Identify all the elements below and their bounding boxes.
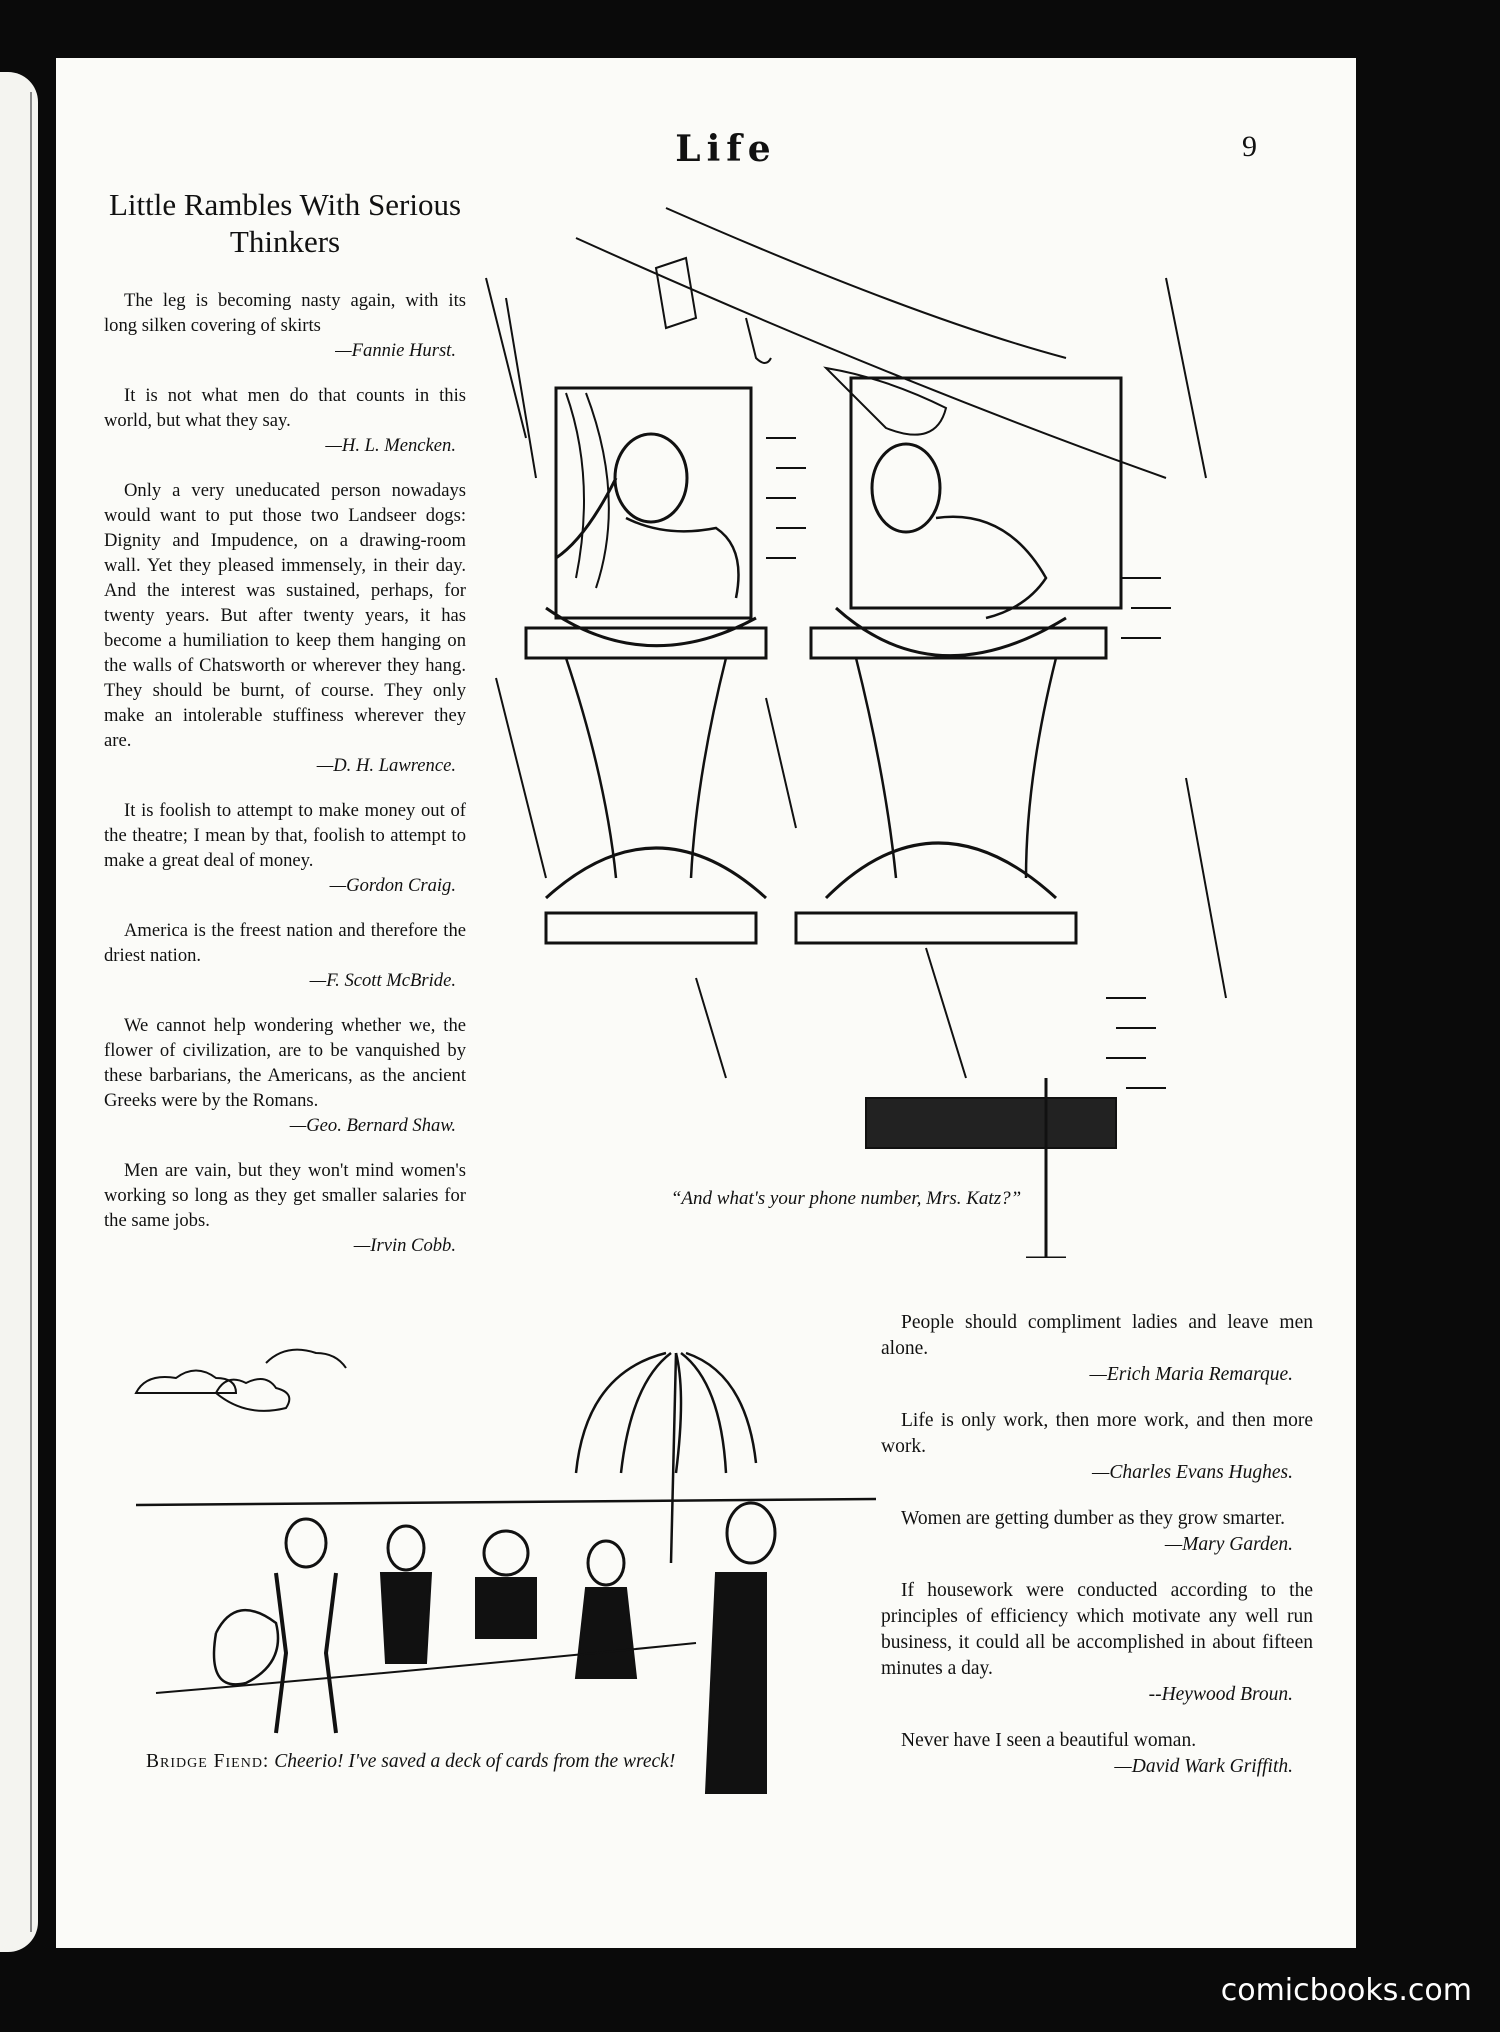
quote-block xyxy=(104,478,466,778)
article-title: Little Rambles With Serious Thinkers xyxy=(108,187,462,259)
quote-text: Women are getting dumber as they grow smarter. xyxy=(901,1508,1285,1529)
quote-block xyxy=(104,918,466,993)
quote-text: We cannot help wondering whether we, the flower of civilization, are to be vanquished by these barbarians, the Americans, as the ancient Greeks were by the Romans. xyxy=(104,1015,466,1111)
quote-attribution: —Erich Maria Remarque. xyxy=(1089,1364,1293,1385)
quote-text: Never have I seen a beautiful woman. xyxy=(901,1730,1197,1751)
quote-block xyxy=(881,1506,1313,1558)
quote-attribution: —David Wark Griffith. xyxy=(1114,1756,1293,1777)
quote-attribution: —D. H. Lawrence. xyxy=(316,755,456,776)
beach-cartoon-caption xyxy=(146,1751,846,1773)
quote-attribution: --Heywood Broun. xyxy=(1148,1684,1293,1705)
quote-attribution: —F. Scott McBride. xyxy=(309,970,456,991)
quote-attribution: —Mary Garden. xyxy=(1164,1534,1293,1555)
quote-block xyxy=(881,1310,1313,1388)
quote-text: It is foolish to attempt to make money out of the theatre; I mean by that, foolish to attempt to make a great deal of money. xyxy=(104,800,466,871)
quote-attribution: —H. L. Mencken. xyxy=(325,435,456,456)
masthead: Life xyxy=(675,128,777,170)
quote-text: It is not what men do that counts in this world, but what they say. xyxy=(104,385,466,431)
quote-block xyxy=(104,1013,466,1138)
quote-attribution: —Geo. Bernard Shaw. xyxy=(289,1115,456,1136)
quote-text: People should compliment ladies and leave men alone. xyxy=(881,1312,1313,1359)
page-number: 9 xyxy=(1242,130,1257,163)
caption-speaker: Bridge Fiend: xyxy=(146,1751,270,1772)
caption-line: Cheerio! I've saved a deck of cards from the wreck! xyxy=(274,1751,676,1772)
quote-block xyxy=(104,1158,466,1258)
source-watermark: comicbooks.com xyxy=(1220,1973,1472,2008)
window-cartoon-caption: “And what's your phone number, Mrs. Katz?” xyxy=(670,1188,1022,1209)
magazine-page xyxy=(56,58,1356,1948)
quote-attribution: —Gordon Craig. xyxy=(329,875,456,896)
quote-attribution: —Fannie Hurst. xyxy=(335,340,456,361)
quote-block xyxy=(881,1578,1313,1708)
quote-text: If housework were conducted according to the principles of efficiency which motivate any well run business, it could all be accomplished in about fifteen minutes a day. xyxy=(881,1580,1313,1679)
quote-text: America is the freest nation and therefore the driest nation. xyxy=(104,920,466,966)
facing-page-edge xyxy=(0,72,38,1952)
quote-text: Life is only work, then more work, and then more work. xyxy=(881,1410,1313,1457)
article-right-column xyxy=(881,1310,1313,1800)
clothesline xyxy=(576,238,1166,478)
article-left-column xyxy=(104,186,466,1278)
quote-text: Only a very uneducated person nowadays would want to put those two Landseer dogs: Dignity and Impudence, on a drawing-room wall. Yet they pleased immensely, in their day. And the interest was sustained, perhaps, for twenty years. But after twenty years, it has become a humiliation to keep them hanging on the walls of Chatsworth or wherever they hang. They should be burnt, of course. They only make an intolerable stuffiness wherever they are. xyxy=(104,480,466,751)
quote-block xyxy=(104,288,466,363)
window-cartoon-illustration xyxy=(466,178,1326,1258)
quote-block xyxy=(881,1408,1313,1486)
quote-attribution: —Charles Evans Hughes. xyxy=(1092,1462,1293,1483)
quote-attribution: —Irvin Cobb. xyxy=(353,1235,456,1256)
quote-text: Men are vain, but they won't mind women's working so long as they get smaller salaries for the same jobs. xyxy=(104,1160,466,1231)
quote-block xyxy=(104,798,466,898)
quote-text: The leg is becoming nasty again, with its long silken covering of skirts xyxy=(104,290,466,336)
quote-block xyxy=(881,1728,1313,1780)
quote-list-right xyxy=(881,1310,1313,1780)
quote-block xyxy=(104,383,466,458)
quote-list-left xyxy=(104,288,466,1258)
